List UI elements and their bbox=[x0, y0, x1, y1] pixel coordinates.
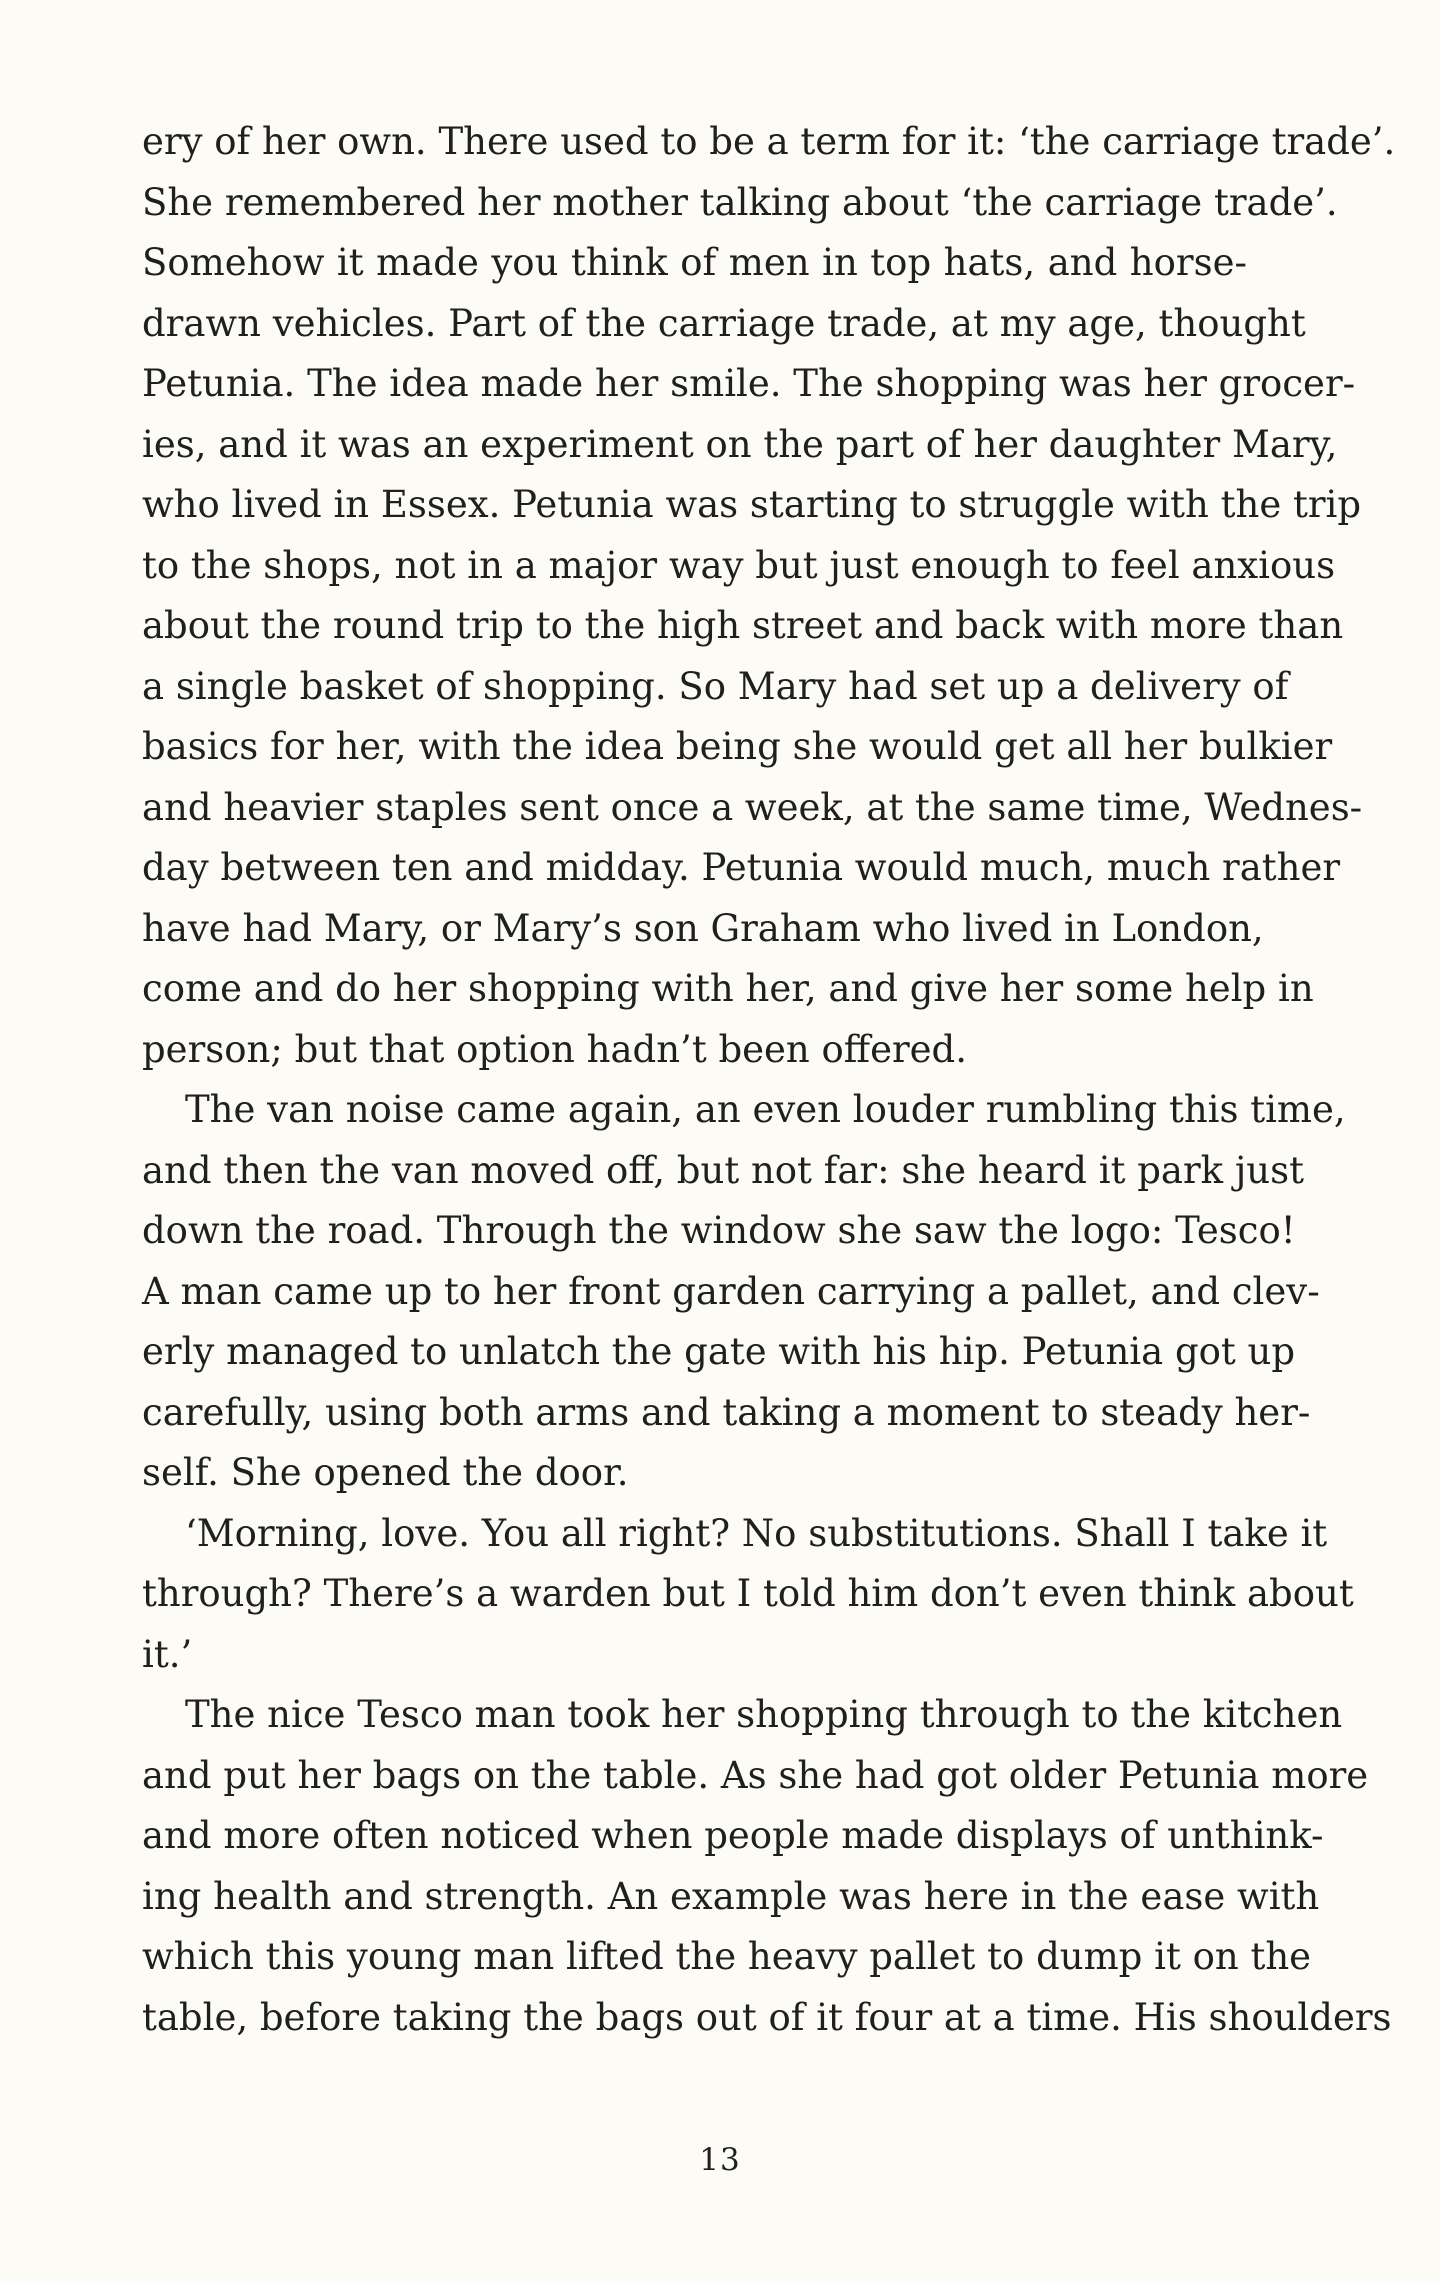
text-line: and more often noticed when people made displays of unthink- bbox=[142, 1814, 1324, 1857]
text-line: through? There’s a warden but I told him don’t even think about bbox=[142, 1572, 1354, 1615]
text-line: a single basket of shopping. So Mary had set up a delivery of bbox=[142, 664, 1289, 708]
text-line: table, before taking the bags out of it four at a time. His shoulders bbox=[142, 1995, 1392, 2039]
text-line: and then the van moved off, but not far: she heard it park just bbox=[142, 1148, 1304, 1192]
page-number: 13 bbox=[699, 2142, 741, 2178]
text-line: carefully, using both arms and taking a moment to steady her- bbox=[142, 1390, 1311, 1434]
text-line: The van noise came again, an even louder rumbling this time, bbox=[185, 1088, 1346, 1131]
text-line: ery of her own. There used to be a term for it: ‘the carriage trade’. bbox=[142, 120, 1396, 163]
text-line: down the road. Through the window she saw the logo: Tesco! bbox=[142, 1209, 1296, 1252]
text-line: ‘Morning, love. You all right? No substitutions. Shall I take it bbox=[185, 1511, 1328, 1555]
text-line: about the round trip to the high street and back with more than bbox=[142, 604, 1344, 647]
text-line: Somehow it made you think of men in top hats, and horse- bbox=[142, 241, 1247, 284]
text-line: drawn vehicles. Part of the carriage trade, at my age, thought bbox=[142, 301, 1306, 345]
text-line: who lived in Essex. Petunia was starting to struggle with the trip bbox=[142, 483, 1362, 526]
body-text bbox=[142, 112, 1396, 2048]
text-line: which this young man lifted the heavy pallet to dump it on the bbox=[142, 1935, 1312, 1978]
text-line: person; but that option hadn’t been offered. bbox=[142, 1027, 968, 1071]
text-line: erly managed to unlatch the gate with his hip. Petunia got up bbox=[142, 1330, 1296, 1373]
text-line: and put her bags on the table. As she had got older Petunia more bbox=[142, 1753, 1369, 1797]
text-line: ing health and strength. An example was here in the ease with bbox=[142, 1874, 1320, 1918]
text-line: She remembered her mother talking about ‘the carriage trade’. bbox=[142, 180, 1338, 224]
text-line: to the shops, not in a major way but just enough to feel anxious bbox=[142, 543, 1336, 587]
text-line: and heavier staples sent once a week, at the same time, Wednes- bbox=[142, 785, 1363, 829]
text-line: self. She opened the door. bbox=[142, 1451, 629, 1494]
text-line: day between ten and midday. Petunia would much, much rather bbox=[142, 846, 1341, 889]
text-line: basics for her, with the idea being she would get all her bulkier bbox=[142, 725, 1333, 768]
text-line: A man came up to her front garden carrying a pallet, and clev- bbox=[142, 1269, 1320, 1313]
text-line: The nice Tesco man took her shopping through to the kitchen bbox=[185, 1693, 1343, 1736]
text-line: have had Mary, or Mary’s son Graham who lived in London, bbox=[142, 906, 1264, 950]
text-line: come and do her shopping with her, and give her some help in bbox=[142, 967, 1314, 1010]
text-line: it.’ bbox=[142, 1632, 193, 1676]
text-line: Petunia. The idea made her smile. The shopping was her grocer- bbox=[142, 362, 1356, 405]
text-line: ies, and it was an experiment on the part of her daughter Mary, bbox=[142, 422, 1338, 466]
